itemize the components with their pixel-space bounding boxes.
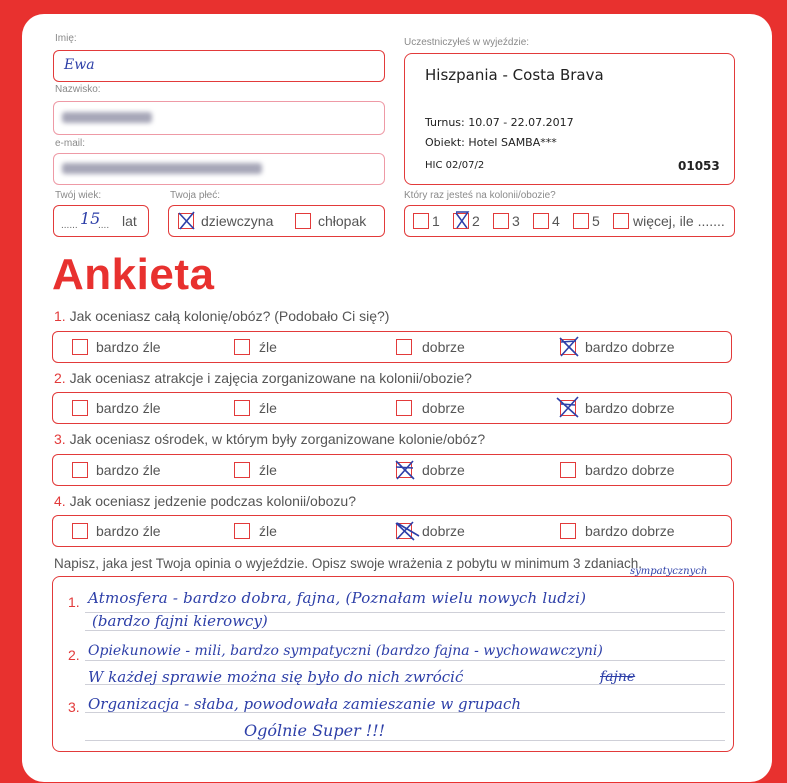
q3-bardzo-dobrze-checkbox[interactable] (560, 462, 576, 478)
q2-bardzo-dobrze-label: bardzo dobrze (585, 400, 675, 416)
question-1-text: Jak oceniasz całą kolonię/obóz? (Podobało Ci się?) (69, 308, 390, 324)
question-2-options (52, 392, 732, 424)
ktory-field (404, 205, 735, 237)
q1-zle-label: źle (259, 339, 277, 355)
question-2-number: 2. (54, 370, 66, 386)
opinion-line-4: W każdej sprawie można się było do nich zwrócić (88, 668, 464, 686)
q1-bardzo-dobrze-label: bardzo dobrze (585, 339, 675, 355)
question-1-options (52, 331, 732, 363)
q3-dobrze-checkbox[interactable] (396, 462, 412, 478)
q2-bardzo-zle-label: bardzo źle (96, 400, 161, 416)
chlopak-checkbox[interactable] (295, 213, 311, 229)
question-4-number: 4. (54, 493, 66, 509)
imie-value: Ewa (64, 57, 95, 73)
wiek-dots-left: ...... (61, 220, 78, 231)
q1-dobrze-checkbox[interactable] (396, 339, 412, 355)
turnus: Turnus: 10.07 - 22.07.2017 (425, 116, 574, 129)
writing-line (85, 630, 725, 631)
opinion-line-2: (bardzo fajni kierowcy) (92, 612, 268, 630)
ktory-checkbox-wiecej[interactable] (613, 213, 629, 229)
ktory-checkbox-2[interactable] (453, 213, 469, 229)
q3-dobrze-label: dobrze (422, 462, 465, 478)
q1-zle-checkbox[interactable] (234, 339, 250, 355)
ktory-label-wiecej: więcej, ile ....... (633, 213, 725, 229)
wiek-unit: lat (122, 213, 137, 229)
ktory-checkbox-3[interactable] (493, 213, 509, 229)
ktory-label: Który raz jesteś na kolonii/obozie? (404, 190, 556, 201)
email-field[interactable] (53, 153, 385, 185)
q3-bardzo-dobrze-label: bardzo dobrze (585, 462, 675, 478)
q4-bardzo-dobrze-checkbox[interactable] (560, 523, 576, 539)
q4-bardzo-zle-label: bardzo źle (96, 523, 161, 539)
question-3-number: 3. (54, 431, 66, 447)
q2-dobrze-label: dobrze (422, 400, 465, 416)
chlopak-label: chłopak (318, 213, 367, 229)
q4-dobrze-label: dobrze (422, 523, 465, 539)
ktory-label-4: 4 (552, 213, 560, 229)
question-2 (54, 370, 472, 386)
redacted-surname (62, 112, 152, 123)
dziewczyna-label: dziewczyna (201, 213, 274, 229)
wiek-field[interactable] (53, 205, 149, 237)
ktory-checkbox-1[interactable] (413, 213, 429, 229)
redacted-email (62, 163, 262, 174)
trip-code: HIC 02/07/2 (425, 160, 485, 171)
checkmark-x-icon (395, 520, 415, 542)
ktory-label-3: 3 (512, 213, 520, 229)
plec-label: Twoja płeć: (170, 190, 221, 201)
imie-field[interactable] (53, 50, 385, 82)
question-1-number: 1. (54, 308, 66, 324)
form-number: 01053 (678, 159, 720, 173)
opinion-number-2: 2. (68, 647, 80, 663)
checkmark-x-icon (559, 336, 579, 358)
question-4-options (52, 515, 732, 547)
ktory-checkbox-4[interactable] (533, 213, 549, 229)
writing-line (85, 660, 725, 661)
q2-bardzo-dobrze-checkbox[interactable] (560, 400, 576, 416)
opinion-number-3: 3. (68, 699, 80, 715)
opinion-prompt: Napisz, jaka jest Twoja opinia o wyjeździe. Opisz swoje wrażenia z pobytu w minimum 3 zdaniach. (54, 556, 643, 571)
writing-line (85, 740, 725, 741)
q4-bardzo-zle-checkbox[interactable] (72, 523, 88, 539)
opinion-number-1: 1. (68, 594, 80, 610)
imie-label: Imię: (55, 33, 77, 44)
wiek-label: Twój wiek: (55, 190, 102, 201)
wiek-value: 15 (80, 209, 101, 228)
q2-zle-label: źle (259, 400, 277, 416)
checkmark-x-icon (395, 459, 415, 481)
question-2-text: Jak oceniasz atrakcje i zajęcia zorganizowane na kolonii/obozie? (69, 370, 472, 386)
trip-info-box (404, 53, 735, 185)
opinion-line-5: Organizacja - słaba, powodowała zamieszanie w grupach (88, 695, 522, 713)
question-3 (54, 431, 485, 447)
trip-name: Hiszpania - Costa Brava (425, 66, 604, 84)
question-4-text: Jak oceniasz jedzenie podczas kolonii/obozu? (69, 493, 356, 509)
dziewczyna-checkbox[interactable] (178, 213, 194, 229)
opinion-insertion: sympatycznych (630, 566, 708, 577)
q1-dobrze-label: dobrze (422, 339, 465, 355)
ktory-label-5: 5 (592, 213, 600, 229)
opinion-strikeout: fajne (600, 669, 636, 685)
q4-zle-label: źle (259, 523, 277, 539)
checkmark-x-icon (452, 210, 472, 232)
question-3-text: Jak oceniasz ośrodek, w którym były zorganizowane kolonie/obóz? (69, 431, 486, 447)
q3-bardzo-zle-checkbox[interactable] (72, 462, 88, 478)
nazwisko-field[interactable] (53, 101, 385, 135)
q2-dobrze-checkbox[interactable] (396, 400, 412, 416)
ktory-checkbox-5[interactable] (573, 213, 589, 229)
question-3-options (52, 454, 732, 486)
ktory-label-1: 1 (432, 213, 440, 229)
q2-zle-checkbox[interactable] (234, 400, 250, 416)
q3-zle-checkbox[interactable] (234, 462, 250, 478)
opinion-line-1: Atmosfera - bardzo dobra, fajna, (Poznałam wielu nowych ludzi) (88, 589, 587, 607)
q3-bardzo-zle-label: bardzo źle (96, 462, 161, 478)
checkmark-x-icon (177, 210, 197, 232)
question-1 (54, 308, 389, 324)
question-4 (54, 493, 356, 509)
checkmark-x-icon (559, 397, 579, 419)
q1-bardzo-zle-label: bardzo źle (96, 339, 161, 355)
email-label: e-mail: (55, 138, 86, 149)
survey-title: Ankieta (52, 250, 215, 299)
q4-dobrze-checkbox[interactable] (396, 523, 412, 539)
q1-bardzo-dobrze-checkbox[interactable] (560, 339, 576, 355)
uczestnik-label: Uczestniczyłeś w wyjeździe: (404, 37, 530, 48)
ktory-label-2: 2 (472, 213, 480, 229)
q3-zle-label: źle (259, 462, 277, 478)
wiek-dots-right: .... (98, 220, 110, 231)
q1-bardzo-zle-checkbox[interactable] (72, 339, 88, 355)
opinion-line-6: Ogólnie Super !!! (244, 721, 386, 740)
plec-field (168, 205, 385, 237)
opinion-line-3: Opiekunowie - mili, bardzo sympatyczni (bardzo fajna - wychowawczyni) (88, 643, 603, 659)
q2-bardzo-zle-checkbox[interactable] (72, 400, 88, 416)
q4-bardzo-dobrze-label: bardzo dobrze (585, 523, 675, 539)
nazwisko-label: Nazwisko: (55, 84, 101, 95)
obiekt: Obiekt: Hotel SAMBA*** (425, 136, 557, 149)
q4-zle-checkbox[interactable] (234, 523, 250, 539)
